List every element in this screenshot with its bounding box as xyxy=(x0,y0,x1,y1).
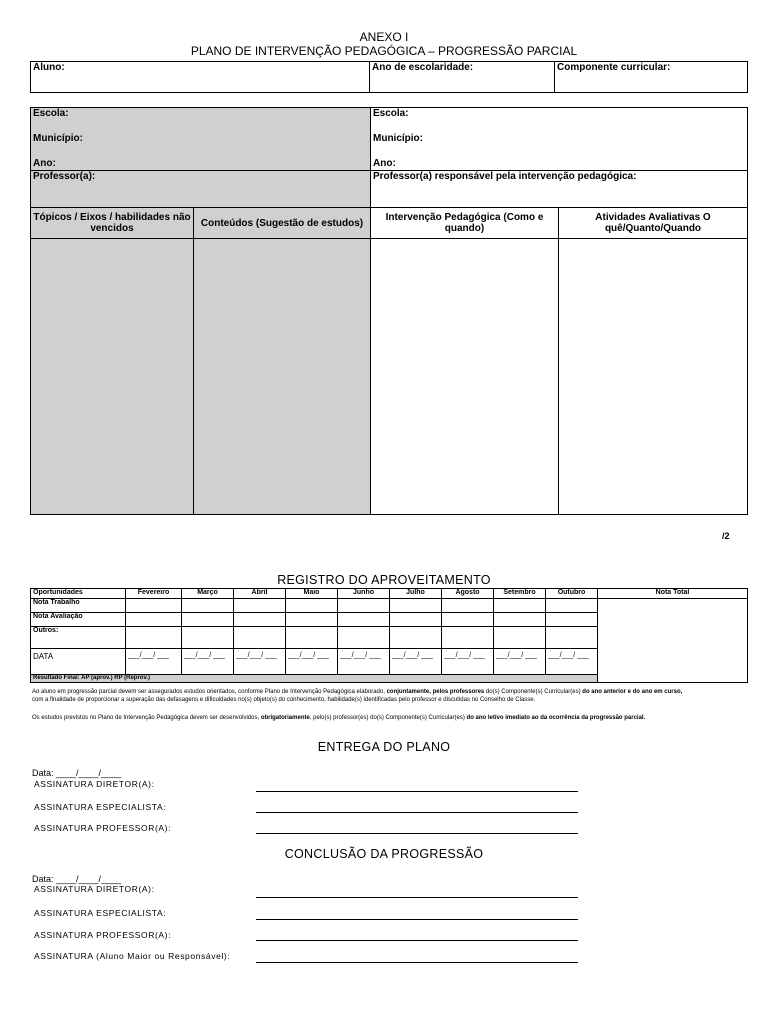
row-label: Nota Avaliação xyxy=(31,613,126,627)
row-label: DATA xyxy=(31,649,126,675)
entrega-date[interactable]: Data: ____/____/____ xyxy=(32,768,122,778)
escola-right[interactable]: Escola: xyxy=(373,108,409,119)
grade-cell[interactable] xyxy=(286,599,338,613)
col-atividades-body[interactable] xyxy=(559,239,748,515)
row-label: Nota Trabalho xyxy=(31,599,126,613)
grade-cell[interactable] xyxy=(494,613,546,627)
month-header: Outubro xyxy=(546,589,598,599)
grade-cell[interactable] xyxy=(494,627,546,649)
grade-cell[interactable] xyxy=(286,627,338,649)
entrega-sig-diretor-label: ASSINATURA DIRETOR(A): xyxy=(34,779,155,789)
registro-title: REGISTRO DO APROVEITAMENTO xyxy=(277,573,491,587)
ano-left[interactable]: Ano: xyxy=(33,158,56,169)
registro-table xyxy=(30,588,748,683)
conclusao-sig-aluno-line[interactable] xyxy=(256,962,578,963)
col-atividades-header: Atividades Avaliativas O quê/Quanto/Quando xyxy=(559,208,748,239)
date-cell[interactable]: ___/___/ ___ xyxy=(494,649,546,675)
nota-total-header: Nota Total xyxy=(598,589,748,599)
grade-cell[interactable] xyxy=(286,613,338,627)
entrega-sig-professor-line[interactable] xyxy=(256,833,578,834)
date-cell[interactable]: ___/___/ ___ xyxy=(182,649,234,675)
month-header: Junho xyxy=(338,589,390,599)
school-info-right xyxy=(371,108,748,171)
municipio-left[interactable]: Município: xyxy=(33,133,83,144)
professor-right[interactable]: Professor(a) responsável pela intervenção pedagógica: xyxy=(371,171,748,208)
grade-cell[interactable] xyxy=(390,599,442,613)
note-bold: conjuntamente, pelos professores xyxy=(386,689,485,695)
grade-cell[interactable] xyxy=(182,599,234,613)
grade-cell[interactable] xyxy=(494,599,546,613)
conclusao-sig-especialista-line[interactable] xyxy=(256,919,578,920)
ano-right[interactable]: Ano: xyxy=(373,158,396,169)
grade-cell[interactable] xyxy=(338,613,390,627)
conclusao-sig-professor-line[interactable] xyxy=(256,940,578,941)
note-text: Ao aluno em progressão parcial devem ser assegurados estudos orientados, conforme Plano de Intervenção Pedagógica elaborado, xyxy=(32,689,387,695)
grade-cell[interactable] xyxy=(442,627,494,649)
grade-cell[interactable] xyxy=(442,599,494,613)
page-title: PLANO DE INTERVENÇÃO PEDAGÓGICA – PROGRESSÃO PARCIAL xyxy=(190,44,578,58)
ano-escolaridade-field[interactable]: Ano de escolaridade: xyxy=(370,62,555,93)
entrega-title: ENTREGA DO PLANO xyxy=(317,740,451,754)
month-header: Março xyxy=(182,589,234,599)
grade-cell[interactable] xyxy=(234,599,286,613)
grade-cell[interactable] xyxy=(126,599,182,613)
conclusao-sig-professor-label: ASSINATURA PROFESSOR(A): xyxy=(34,930,172,940)
note-bold: obrigatoriamente xyxy=(260,715,310,721)
grade-cell[interactable] xyxy=(126,613,182,627)
note-bold: do ano anterior e do ano em curso, xyxy=(582,689,683,695)
note-1 xyxy=(32,688,752,704)
grade-cell[interactable] xyxy=(390,613,442,627)
col-topicos-header: Tópicos / Eixos / habilidades não vencidos xyxy=(31,208,194,239)
conclusao-sig-especialista-label: ASSINATURA ESPECIALISTA: xyxy=(34,908,167,918)
grade-cell[interactable] xyxy=(234,627,286,649)
grade-cell[interactable] xyxy=(546,627,598,649)
date-cell[interactable]: ___/___/ ___ xyxy=(390,649,442,675)
col-intervencao-body[interactable] xyxy=(371,239,559,515)
note-text: do(s) Componente(s) Curricular(es) xyxy=(484,689,583,695)
conclusao-sig-aluno-label: ASSINATURA (Aluno Maior ou Responsável): xyxy=(34,951,231,961)
grade-cell[interactable] xyxy=(182,613,234,627)
resultado-final: Resultado Final: AP (aprov.) RP (Reprov.) xyxy=(31,675,598,683)
escola-left[interactable]: Escola: xyxy=(33,108,69,119)
conclusao-sig-diretor-line[interactable] xyxy=(256,897,578,898)
col-conteudos-header: Conteúdos (Sugestão de estudos) xyxy=(194,208,371,239)
date-cell[interactable]: ___/___/ ___ xyxy=(546,649,598,675)
month-header: Agosto xyxy=(442,589,494,599)
grade-cell[interactable] xyxy=(546,613,598,627)
grade-cell[interactable] xyxy=(234,613,286,627)
entrega-sig-professor-label: ASSINATURA PROFESSOR(A): xyxy=(34,823,172,833)
date-cell[interactable]: ___/___/ ___ xyxy=(126,649,182,675)
entrega-sig-especialista-label: ASSINATURA ESPECIALISTA: xyxy=(34,802,167,812)
student-table xyxy=(30,61,748,93)
componente-curricular-field[interactable]: Componente curricular: xyxy=(555,62,748,93)
month-header: Setembro xyxy=(494,589,546,599)
conclusao-date[interactable]: Data: ____/____/____ xyxy=(32,874,122,884)
date-cell[interactable]: ___/___/ ___ xyxy=(234,649,286,675)
date-cell[interactable]: ___/___/ ___ xyxy=(338,649,390,675)
grade-cell[interactable] xyxy=(442,613,494,627)
row-label: Outros: xyxy=(31,627,126,649)
month-header: Fevereiro xyxy=(126,589,182,599)
grade-cell[interactable] xyxy=(338,627,390,649)
grade-cell[interactable] xyxy=(546,599,598,613)
entrega-sig-diretor-line[interactable] xyxy=(256,791,578,792)
nota-total-cell[interactable] xyxy=(598,599,748,683)
note-2 xyxy=(32,714,752,722)
school-info-left xyxy=(31,108,371,171)
page-number: /2 xyxy=(722,531,730,541)
grade-cell[interactable] xyxy=(390,627,442,649)
entrega-sig-especialista-line[interactable] xyxy=(256,812,578,813)
month-header: Maio xyxy=(286,589,338,599)
col-conteudos-body[interactable] xyxy=(194,239,371,515)
note-text: Os estudos previstos no Plano de Intervenção Pedagógica devem ser desenvolvidos, xyxy=(32,715,261,721)
grade-cell[interactable] xyxy=(182,627,234,649)
grade-cell[interactable] xyxy=(338,599,390,613)
note-text: com a finalidade de proporcionar a superação das defasagens e dificuldades no(s) objeto(s) do conhecimento, habilidade(s) identificadas pelo professor e discutidas no Conselho de Classe. xyxy=(32,697,536,703)
plan-table xyxy=(30,107,748,515)
col-intervencao-header: Intervenção Pedagógica (Como e quando) xyxy=(371,208,559,239)
date-cell[interactable]: ___/___/ ___ xyxy=(442,649,494,675)
col-topicos-body[interactable] xyxy=(31,239,194,515)
conclusao-sig-diretor-label: ASSINATURA DIRETOR(A): xyxy=(34,884,155,894)
aluno-field[interactable]: Aluno: xyxy=(31,62,370,93)
month-header: Julho xyxy=(390,589,442,599)
annex-label: ANEXO I xyxy=(359,30,409,44)
note-text: , pelo(s) professor(es) do(s) Componente(s) Curricular(es) xyxy=(309,715,467,721)
note-bold: do ano letivo imediato ao da ocorrência da progressão parcial. xyxy=(466,715,646,721)
date-cell[interactable]: ___/___/ ___ xyxy=(286,649,338,675)
month-header: Abril xyxy=(234,589,286,599)
conclusao-title: CONCLUSÃO DA PROGRESSÃO xyxy=(284,847,484,861)
month-header: Oportunidades xyxy=(31,589,126,599)
municipio-right[interactable]: Município: xyxy=(373,133,423,144)
grade-cell[interactable] xyxy=(126,627,182,649)
professor-left[interactable]: Professor(a): xyxy=(31,171,371,208)
